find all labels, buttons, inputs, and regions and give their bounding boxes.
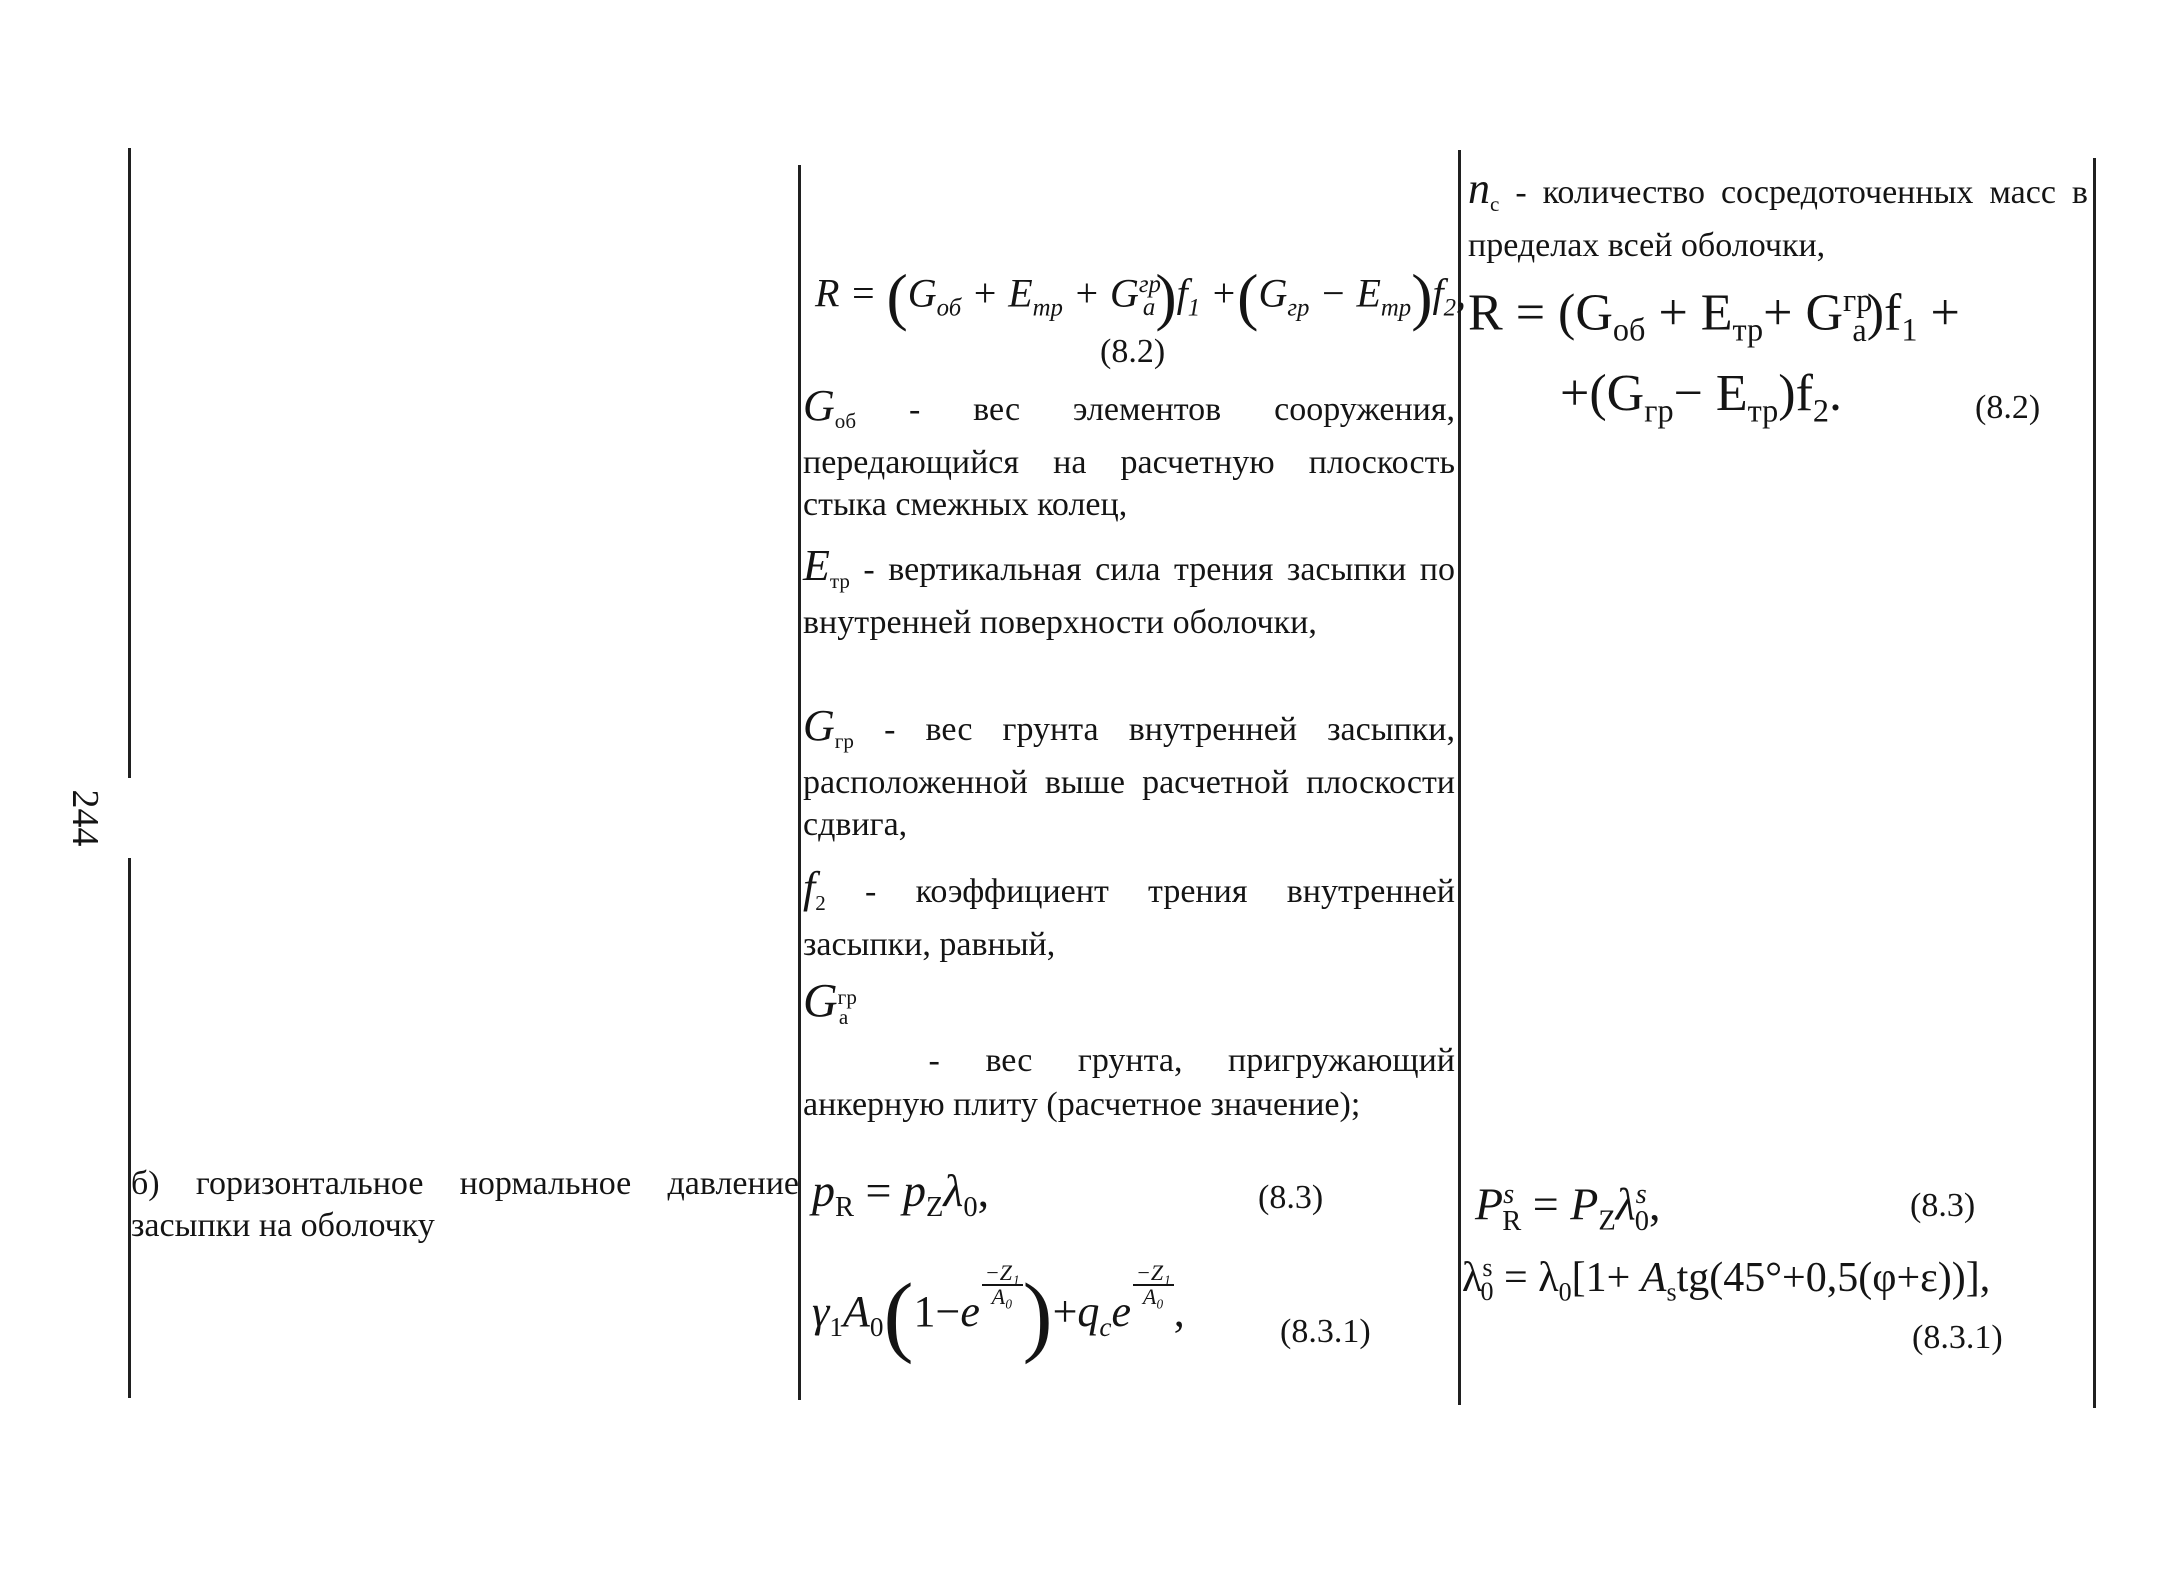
def-g-ob: $G_{об}$ - вес элементов сооружения, передающийся на расчетную плоскость стыка смежных колец, [803, 381, 1455, 523]
middle-formula-8-2-number: (8.2) [1100, 333, 1166, 370]
exponent-fraction-2: $\frac{\text{−Z₁}}{\text{A₀}}$ [1133, 1262, 1174, 1308]
def-n-c: $n_c$ - количество сосредоточенных масс в пределах всей оболочки, [1468, 164, 2088, 264]
table-rule-left-lower [128, 858, 131, 1398]
def-g-a: $G^{гр}_а$ - вес грунта, пригружающий анкерную плиту (расчетное значение); [803, 974, 1455, 1124]
table-rule-left [128, 148, 131, 778]
right-formula-8-2-line2: $+(G_{гр}- E_{тр})f_2$. [1560, 365, 1843, 429]
table-rule-right [2093, 158, 2096, 1408]
exponent-fraction: $\frac{\text{−Z₁}}{\text{A₀}}$ [982, 1262, 1023, 1308]
middle-formula-8-2: $R = (G_{об} + E_{тр} + G^{гр}_а)f_1 +(G_{гр} - E_{тр})f_2$, [815, 261, 1467, 333]
right-formula-8-3-1: $\lambda^s_0 = \lambda_0[1+ A_stg(45^\circ+0,5(\varphi+\varepsilon))]$, [1462, 1253, 1991, 1307]
page-number: 244 [64, 789, 106, 847]
right-formula-8-2-line1: $R = (G_{об} + E_{тр}+ G^{гр}_а)f_1$ + [1468, 282, 1960, 348]
right-formula-8-3: $P^s_R = P_Z\lambda^s_0$, [1475, 1178, 1661, 1237]
middle-formula-8-3-number: (8.3) [1258, 1179, 1324, 1216]
def-e-tr: $E_{тр}$ - вертикальная сила трения засыпки по внутренней поверхности оболочки, [803, 541, 1455, 641]
item-b-text: б) горизонтальное нормальное давление засыпки на оболочку [131, 1165, 799, 1244]
def-f2: $f_2$ - коэффициент трения внутренней засыпки, равный, [803, 863, 1455, 963]
middle-formula-8-3: $p_R = p_Z\lambda_0$, [812, 1165, 990, 1224]
right-formula-8-3-1-number: (8.3.1) [1912, 1319, 2003, 1356]
right-formula-8-2-number: (8.2) [1975, 389, 2041, 426]
right-formula-8-3-number: (8.3) [1910, 1187, 1976, 1224]
middle-formula-8-3-1-number: (8.3.1) [1280, 1313, 1371, 1350]
middle-formula-8-3-1: $\gamma_1A_0(1-e$ $\frac{\text{−Z₁}}{\text{A₀}})+q_ce$ $\frac{\text{−Z₁}}{\text{A₀}}$, [812, 1260, 1185, 1365]
def-g-gr: $G_{гр}$ - вес грунта внутренней засыпки, расположенной выше расчетной плоскости сдвига, [803, 701, 1455, 843]
table-rule-middle-right [1458, 150, 1461, 1405]
